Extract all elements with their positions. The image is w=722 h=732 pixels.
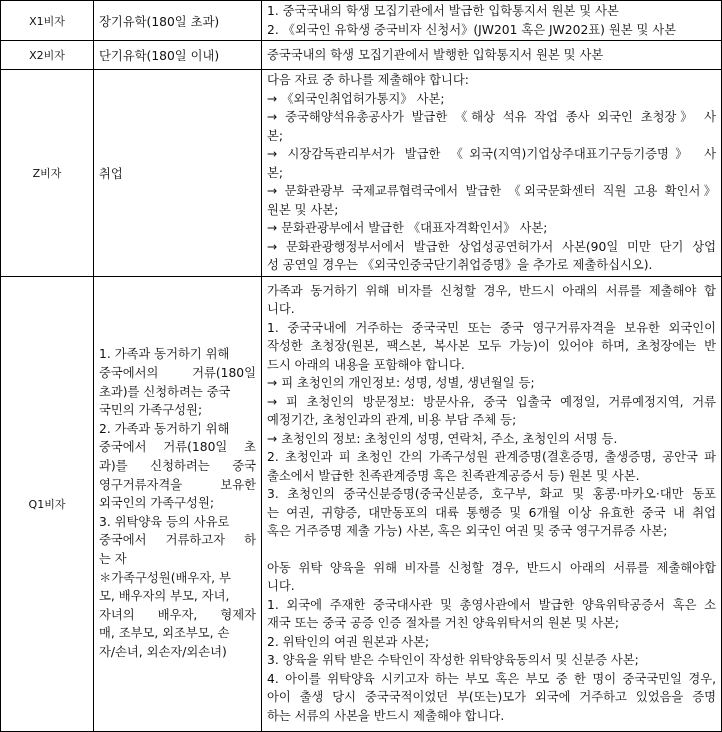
doc-line: 1. 중국국내에 거주하는 중국국민 또는 중국 영구거류자격을 보유한 외국인이 bbox=[267, 320, 716, 335]
doc-line: 출소에서 발급한 친족관계증명 혹은 친족관계공증서 등) 원본 및 사본. bbox=[267, 468, 640, 483]
doc-line: → 문화관광행정부서에서 발급한 상업성공연허가서 사본(90일 미만 단기 상업 bbox=[267, 239, 716, 254]
doc-line: 예정기간, 초청인과의 관계, 비용 부담 주체 등; bbox=[267, 413, 517, 428]
doc-line: 다음 자료 중 하나를 제출해야 합니다: bbox=[267, 73, 469, 87]
doc-line: 니다. bbox=[267, 579, 295, 594]
doc-line: → 피 초청인의 개인정보: 성명, 성별, 생년월일 등; bbox=[267, 376, 535, 391]
visa-type-cell: Q1비자 bbox=[1, 276, 94, 731]
doc-line: 재국 또는 중국 공증 인증 절차를 거친 양육위탁서의 원본 및 사본; bbox=[267, 616, 620, 631]
doc-line: 가족과 동거하기 위해 비자를 신청할 경우, 반드시 아래의 서류를 제출해야 합 bbox=[267, 283, 716, 298]
table-row-x1 bbox=[1, 1, 722, 41]
category-cell bbox=[94, 276, 262, 731]
doc-line: 하는 서류의 사본을 반드시 제출해야 합니다. bbox=[267, 708, 505, 723]
doc-line: 아동 위탁 양육을 위해 비자를 신청할 경우, 반드시 아래의 서류를 제출해야합 bbox=[267, 560, 716, 575]
category-cell: 장기유학(180일 초과) bbox=[94, 1, 262, 41]
doc-line: 본; bbox=[267, 165, 284, 180]
category-line: 는 자 bbox=[99, 551, 127, 566]
doc-line: → 문화관광부에서 발급한 《대표자격확인서》 사본; bbox=[267, 221, 548, 235]
doc-line: → 중국해양석유총공사가 발급한 《해상 석유 작업 종사 외국인 초청장》 사 bbox=[267, 110, 716, 124]
category-cell: 단기유학(180일 이내) bbox=[94, 41, 262, 70]
category-line: 과)를 신청하려는 중국 bbox=[99, 459, 256, 474]
doc-line: 혹은 거주증명 제출 가능) 사본, 혹은 외국인 여권 및 중국 영구거류증 사본; bbox=[267, 524, 668, 539]
doc-line: 2. 위탁인의 여권 원본과 사본; bbox=[267, 634, 430, 649]
visa-type-cell: X1비자 bbox=[1, 1, 94, 41]
category-line: ＊가족구성원(배우자, 부 bbox=[99, 570, 231, 585]
visa-type-cell: Z비자 bbox=[1, 70, 94, 277]
documents-cell bbox=[262, 276, 722, 731]
doc-line: 2. 초청인과 피 초청인 간의 가족구성원 관계증명(결혼증명, 출생증명, 공안국 파 bbox=[267, 450, 716, 465]
category-line: 영구거류자격을 보유한 bbox=[99, 477, 256, 492]
table-row-z bbox=[1, 70, 722, 277]
documents-cell bbox=[262, 70, 722, 277]
category-line: 모, 배우자의 부모, 자녀, bbox=[99, 589, 230, 604]
category-line: 초과)를 신청하려는 중국 bbox=[99, 384, 231, 399]
doc-line: 니다. bbox=[267, 302, 295, 317]
doc-line: 3. 양육을 위탁 받은 수탁인이 작성한 위탁양육동의서 및 신분증 사본; bbox=[267, 653, 639, 668]
doc-line: → 초청인의 정보: 초청인의 성명, 연락처, 주소, 초청인의 서명 등. bbox=[267, 431, 618, 446]
documents-cell bbox=[262, 41, 722, 70]
doc-line: 3. 초청인의 중국신분증명(중국신분증, 호구부, 화교 및 홍콩·마카오·대만 동포 bbox=[267, 487, 716, 502]
documents-cell bbox=[262, 1, 722, 41]
doc-line: → 시장감독관리부서가 발급한 《외국(지역)기업상주대표기구등기증명》 사 bbox=[267, 147, 716, 161]
doc-line: 1. 외국에 주재한 중국대사관 및 총영사관에서 발급한 양육위탁공증서 혹은 소 bbox=[267, 597, 716, 612]
doc-line: 본; bbox=[267, 128, 284, 143]
doc-line: → 피 초청인의 방문정보: 방문사유, 중국 입출국 예정일, 거류예정지역, 거류 bbox=[267, 394, 716, 409]
category-line: 국민의 가족구성원; bbox=[99, 403, 203, 418]
category-line: 자/손녀, 외손자/외손녀) bbox=[99, 644, 227, 659]
doc-line: 2. 《외국인 유학생 중국비자 신청서》(JW201 혹은 JW202표) 원본 및 사본 bbox=[267, 22, 677, 37]
category-line: 중국에서의 거류(180일 bbox=[99, 366, 256, 381]
category-line: 2. 가족과 동거하기 위해 bbox=[99, 421, 230, 436]
doc-line: 드시 아래의 내용을 포함해야 합니다. bbox=[267, 357, 465, 372]
category-line: 중국에서 거류하고자 하 bbox=[99, 533, 256, 548]
visa-type-cell: X2비자 bbox=[1, 41, 94, 70]
category-cell: 취업 bbox=[94, 70, 262, 277]
category-line: 3. 위탁양육 등의 사유로 bbox=[99, 514, 230, 529]
doc-line: 작성한 초청장(원본, 팩스본, 복사본 모두 가능)이 있어야 하며, 초청장에는 반 bbox=[267, 339, 716, 354]
category-line: 중국에서 거류(180일 초 bbox=[99, 440, 256, 455]
table-row-x2 bbox=[1, 41, 722, 70]
category-line: 매, 조부모, 외조부모, 손 bbox=[99, 626, 230, 641]
doc-line: → 문화관광부 국제교류협력국에서 발급한 《외국문화센터 직원 고용 확인서》 bbox=[267, 184, 716, 198]
category-line: 1. 가족과 동거하기 위해 bbox=[99, 347, 230, 362]
doc-line: 원본 및 사본; bbox=[267, 202, 339, 217]
doc-line: 4. 아이를 위탁양육 시키고자 하는 부모 혹은 부모 중 한 명이 중국국민일 경우, bbox=[267, 671, 716, 686]
table-row-q1 bbox=[1, 276, 722, 731]
doc-line: 중국국내의 학생 모집기관에서 발행한 입학통지서 원본 및 사본 bbox=[267, 47, 604, 62]
doc-line: 는 여권, 귀향증, 대만동포의 대륙 통행증 및 6개월 이상 유효한 중국 내 취업 bbox=[267, 505, 716, 520]
doc-line: 아이 출생 당시 중국국적이었던 부(또는)모가 외국에 거주하고 있었음을 증명 bbox=[267, 690, 716, 705]
doc-line: 1. 중국국내의 학생 모집기관에서 발급한 입학통지서 원본 및 사본 bbox=[267, 4, 619, 18]
doc-line-spacer bbox=[267, 541, 716, 559]
doc-line: → 《외국인취업허가통지》 사본; bbox=[267, 91, 445, 106]
category-line: 외국인의 가족구성원; bbox=[99, 496, 214, 511]
doc-line: 성 공연일 경우는 《외국인중국단기취업증명》을 추가로 제출하십시오). bbox=[267, 258, 653, 272]
category-line: 자녀의 배우자, 형제자 bbox=[99, 607, 256, 622]
